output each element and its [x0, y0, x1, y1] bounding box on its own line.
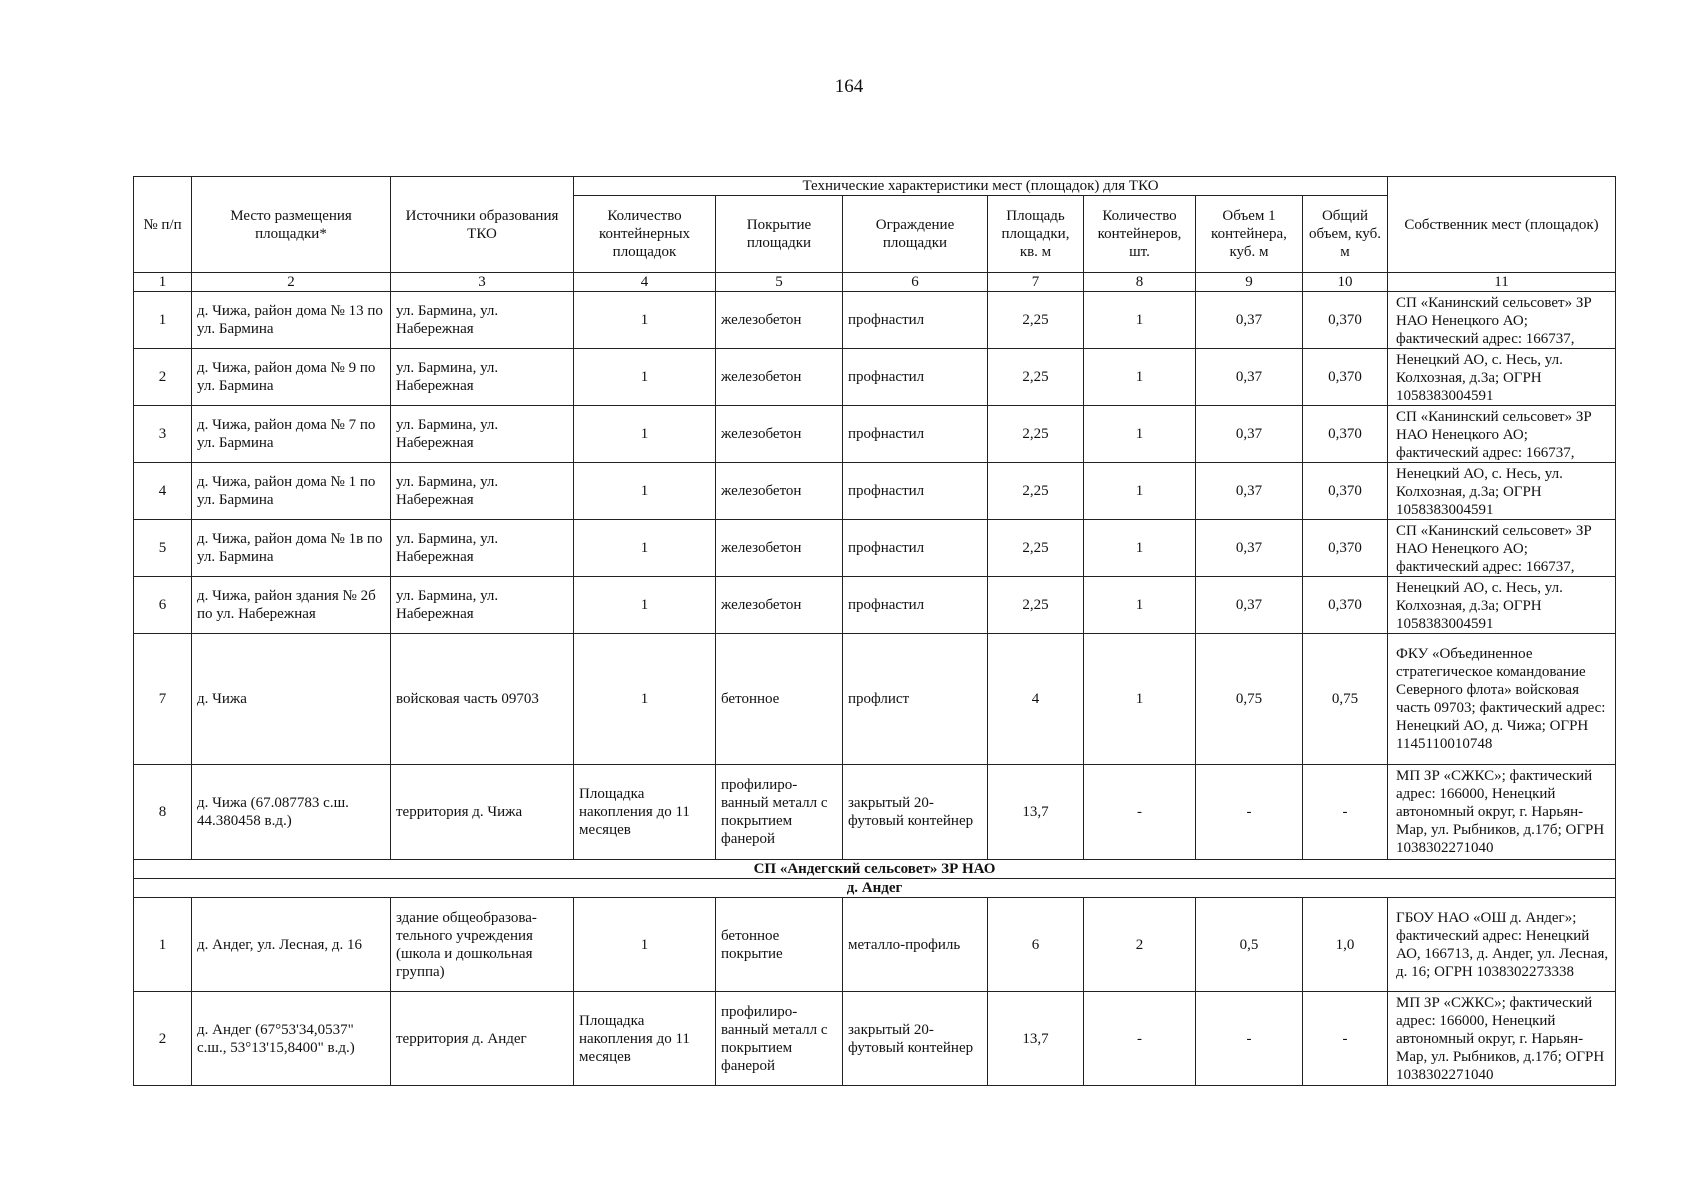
- volume-one-cell: 0,37: [1196, 406, 1303, 463]
- place-cell: д. Андег, ул. Лесная, д. 16: [192, 898, 391, 992]
- containers-cell: 1: [1084, 634, 1196, 765]
- sources-cell: ул. Бармина, ул. Набережная: [391, 577, 574, 634]
- table-row: [134, 463, 1616, 520]
- count-cell: 1: [574, 577, 716, 634]
- fence-cell: профнастил: [843, 349, 988, 406]
- volume-total-cell: 0,75: [1303, 634, 1388, 765]
- row-number: 1: [134, 292, 192, 349]
- volume-total-cell: 0,370: [1303, 463, 1388, 520]
- tko-sites-table: [133, 176, 1616, 1086]
- header-area: Площадь площадки, кв. м: [988, 196, 1084, 273]
- fence-cell: профлист: [843, 634, 988, 765]
- volume-total-cell: 1,0: [1303, 898, 1388, 992]
- owner-cell: МП ЗР «СЖКС»; фактический адрес: 166000, Ненецкий автономный округ, г. Нарьян-Мар, ул. Рыбников, д.17б; ОГРН 1038302271040: [1388, 992, 1616, 1086]
- header-num: № п/п: [134, 177, 192, 273]
- header-owner: Собственник мест (площадок): [1388, 177, 1616, 273]
- sources-cell: территория д. Андег: [391, 992, 574, 1086]
- col-number: 7: [988, 273, 1084, 292]
- header-coating: Покрытие площадки: [716, 196, 843, 273]
- volume-total-cell: 0,370: [1303, 520, 1388, 577]
- table-row: [134, 292, 1616, 349]
- coating-cell: железобетон: [716, 577, 843, 634]
- col-number: 2: [192, 273, 391, 292]
- col-number: 8: [1084, 273, 1196, 292]
- place-cell: д. Чижа, район дома № 1в по ул. Бармина: [192, 520, 391, 577]
- col-number: 6: [843, 273, 988, 292]
- count-cell: 1: [574, 406, 716, 463]
- containers-cell: -: [1084, 992, 1196, 1086]
- fence-cell: профнастил: [843, 520, 988, 577]
- area-cell: 6: [988, 898, 1084, 992]
- count-cell: 1: [574, 463, 716, 520]
- area-cell: 2,25: [988, 577, 1084, 634]
- volume-total-cell: 0,370: [1303, 349, 1388, 406]
- volume-one-cell: 0,37: [1196, 349, 1303, 406]
- fence-cell: закрытый 20-футовый контейнер: [843, 992, 988, 1086]
- containers-cell: -: [1084, 765, 1196, 860]
- volume-one-cell: 0,37: [1196, 577, 1303, 634]
- sources-cell: здание общеобразова-тельного учреждения (школа и дошкольная группа): [391, 898, 574, 992]
- coating-cell: бетонное: [716, 634, 843, 765]
- owner-cell: ГБОУ НАО «ОШ д. Андег»; фактический адрес: Ненецкий АО, 166713, д. Андег, ул. Лесная, д. 16; ОГРН 1038302273338: [1388, 898, 1616, 992]
- count-cell: Площадка накопления до 11 месяцев: [574, 992, 716, 1086]
- column-number-row: [134, 273, 1616, 292]
- sources-cell: войсковая часть 09703: [391, 634, 574, 765]
- fence-cell: профнастил: [843, 463, 988, 520]
- owner-cell: ФКУ «Объединенное стратегическое командование Северного флота» войсковая часть 09703; фактический адрес: Ненецкий АО, д. Чижа; ОГРН 1145110010748: [1388, 634, 1616, 765]
- coating-cell: железобетон: [716, 463, 843, 520]
- volume-one-cell: 0,5: [1196, 898, 1303, 992]
- table-row: [134, 520, 1616, 577]
- place-cell: д. Андег (67°53'34,0537" с.ш., 53°13'15,8400" в.д.): [192, 992, 391, 1086]
- owner-cell: [1388, 520, 1616, 577]
- count-cell: 1: [574, 292, 716, 349]
- place-cell: д. Чижа, район дома № 13 по ул. Бармина: [192, 292, 391, 349]
- volume-one-cell: -: [1196, 765, 1303, 860]
- page-number: 164: [834, 76, 864, 97]
- coating-cell: бетонное покрытие: [716, 898, 843, 992]
- place-cell: д. Чижа, район дома № 9 по ул. Бармина: [192, 349, 391, 406]
- subsection-title: д. Андег: [134, 879, 1616, 898]
- table-row: [134, 634, 1616, 765]
- place-cell: д. Чижа, район дома № 1 по ул. Бармина: [192, 463, 391, 520]
- containers-cell: 2: [1084, 898, 1196, 992]
- owner-cell: [1388, 463, 1616, 520]
- row-number: 3: [134, 406, 192, 463]
- containers-cell: 1: [1084, 463, 1196, 520]
- owner-text: Ненецкий АО, с. Несь, ул. Колхозная, д.3а; ОГРН 1058383004591: [1396, 352, 1563, 403]
- col-number: 5: [716, 273, 843, 292]
- fence-cell: профнастил: [843, 292, 988, 349]
- owner-text: Ненецкий АО, с. Несь, ул. Колхозная, д.3а; ОГРН 1058383004591: [1396, 466, 1563, 517]
- coating-cell: железобетон: [716, 292, 843, 349]
- volume-one-cell: -: [1196, 992, 1303, 1086]
- area-cell: 2,25: [988, 463, 1084, 520]
- row-number: 1: [134, 898, 192, 992]
- col-number: 4: [574, 273, 716, 292]
- containers-cell: 1: [1084, 292, 1196, 349]
- volume-one-cell: 0,75: [1196, 634, 1303, 765]
- header-fence: Ограждение площадки: [843, 196, 988, 273]
- containers-cell: 1: [1084, 577, 1196, 634]
- col-number: 10: [1303, 273, 1388, 292]
- containers-cell: 1: [1084, 349, 1196, 406]
- place-cell: д. Чижа (67.087783 с.ш. 44.380458 в.д.): [192, 765, 391, 860]
- owner-text: СП «Канинский сельсовет» ЗР НАО Ненецкого АО; фактический адрес: 166737,: [1396, 295, 1592, 346]
- table-row: [134, 765, 1616, 860]
- volume-total-cell: -: [1303, 765, 1388, 860]
- volume-one-cell: 0,37: [1196, 463, 1303, 520]
- volume-one-cell: 0,37: [1196, 292, 1303, 349]
- section-title: СП «Андегский сельсовет» ЗР НАО: [134, 860, 1616, 879]
- header-count-sites: Количество контейнерных площадок: [574, 196, 716, 273]
- owner-cell: МП ЗР «СЖКС»; фактический адрес: 166000, Ненецкий автономный округ, г. Нарьян-Мар, ул. Рыбников, д.17б; ОГРН 1038302271040: [1388, 765, 1616, 860]
- sources-cell: ул. Бармина, ул. Набережная: [391, 463, 574, 520]
- coating-cell: профилиро-ванный металл с покрытием фанерой: [716, 765, 843, 860]
- containers-cell: 1: [1084, 520, 1196, 577]
- col-number: 11: [1388, 273, 1616, 292]
- fence-cell: закрытый 20-футовый контейнер: [843, 765, 988, 860]
- table-row: [134, 577, 1616, 634]
- count-cell: Площадка накопления до 11 месяцев: [574, 765, 716, 860]
- owner-text: Ненецкий АО, с. Несь, ул. Колхозная, д.3а; ОГРН 1058383004591: [1396, 580, 1563, 631]
- owner-text: СП «Канинский сельсовет» ЗР НАО Ненецкого АО; фактический адрес: 166737,: [1396, 523, 1592, 574]
- volume-total-cell: -: [1303, 992, 1388, 1086]
- area-cell: 13,7: [988, 765, 1084, 860]
- col-number: 9: [1196, 273, 1303, 292]
- row-number: 5: [134, 520, 192, 577]
- sources-cell: ул. Бармина, ул. Набережная: [391, 292, 574, 349]
- header-containers: Количество контейнеров, шт.: [1084, 196, 1196, 273]
- count-cell: 1: [574, 520, 716, 577]
- row-number: 2: [134, 349, 192, 406]
- area-cell: 2,25: [988, 292, 1084, 349]
- subsection-row: [134, 879, 1616, 898]
- header-volume-total: Общий объем, куб. м: [1303, 196, 1388, 273]
- row-number: 7: [134, 634, 192, 765]
- col-number: 1: [134, 273, 192, 292]
- sources-cell: территория д. Чижа: [391, 765, 574, 860]
- coating-cell: железобетон: [716, 520, 843, 577]
- area-cell: 2,25: [988, 349, 1084, 406]
- area-cell: 13,7: [988, 992, 1084, 1086]
- place-cell: д. Чижа, район дома № 7 по ул. Бармина: [192, 406, 391, 463]
- place-cell: д. Чижа, район здания № 2б по ул. Набережная: [192, 577, 391, 634]
- header-tech-group: Технические характеристики мест (площадок) для ТКО: [574, 177, 1388, 196]
- table-row: [134, 898, 1616, 992]
- coating-cell: профилиро-ванный металл с покрытием фанерой: [716, 992, 843, 1086]
- row-number: 2: [134, 992, 192, 1086]
- table-row: [134, 349, 1616, 406]
- count-cell: 1: [574, 898, 716, 992]
- area-cell: 2,25: [988, 406, 1084, 463]
- owner-cell: [1388, 292, 1616, 349]
- place-cell: д. Чижа: [192, 634, 391, 765]
- col-number: 3: [391, 273, 574, 292]
- sources-cell: ул. Бармина, ул. Набережная: [391, 349, 574, 406]
- count-cell: 1: [574, 349, 716, 406]
- fence-cell: профнастил: [843, 577, 988, 634]
- owner-cell: [1388, 349, 1616, 406]
- fence-cell: металло-профиль: [843, 898, 988, 992]
- header-place: Место размещения площадки*: [192, 177, 391, 273]
- header-sources: Источники образования ТКО: [391, 177, 574, 273]
- containers-cell: 1: [1084, 406, 1196, 463]
- sources-cell: ул. Бармина, ул. Набережная: [391, 406, 574, 463]
- area-cell: 2,25: [988, 520, 1084, 577]
- volume-total-cell: 0,370: [1303, 406, 1388, 463]
- header-volume-one: Объем 1 контейнера, куб. м: [1196, 196, 1303, 273]
- row-number: 8: [134, 765, 192, 860]
- volume-total-cell: 0,370: [1303, 577, 1388, 634]
- table-row: [134, 406, 1616, 463]
- fence-cell: профнастил: [843, 406, 988, 463]
- row-number: 4: [134, 463, 192, 520]
- owner-text: СП «Канинский сельсовет» ЗР НАО Ненецкого АО; фактический адрес: 166737,: [1396, 409, 1592, 460]
- owner-cell: [1388, 577, 1616, 634]
- owner-cell: [1388, 406, 1616, 463]
- coating-cell: железобетон: [716, 349, 843, 406]
- coating-cell: железобетон: [716, 406, 843, 463]
- area-cell: 4: [988, 634, 1084, 765]
- section-row: [134, 860, 1616, 879]
- sources-cell: ул. Бармина, ул. Набережная: [391, 520, 574, 577]
- row-number: 6: [134, 577, 192, 634]
- count-cell: 1: [574, 634, 716, 765]
- volume-one-cell: 0,37: [1196, 520, 1303, 577]
- volume-total-cell: 0,370: [1303, 292, 1388, 349]
- table-row: [134, 992, 1616, 1086]
